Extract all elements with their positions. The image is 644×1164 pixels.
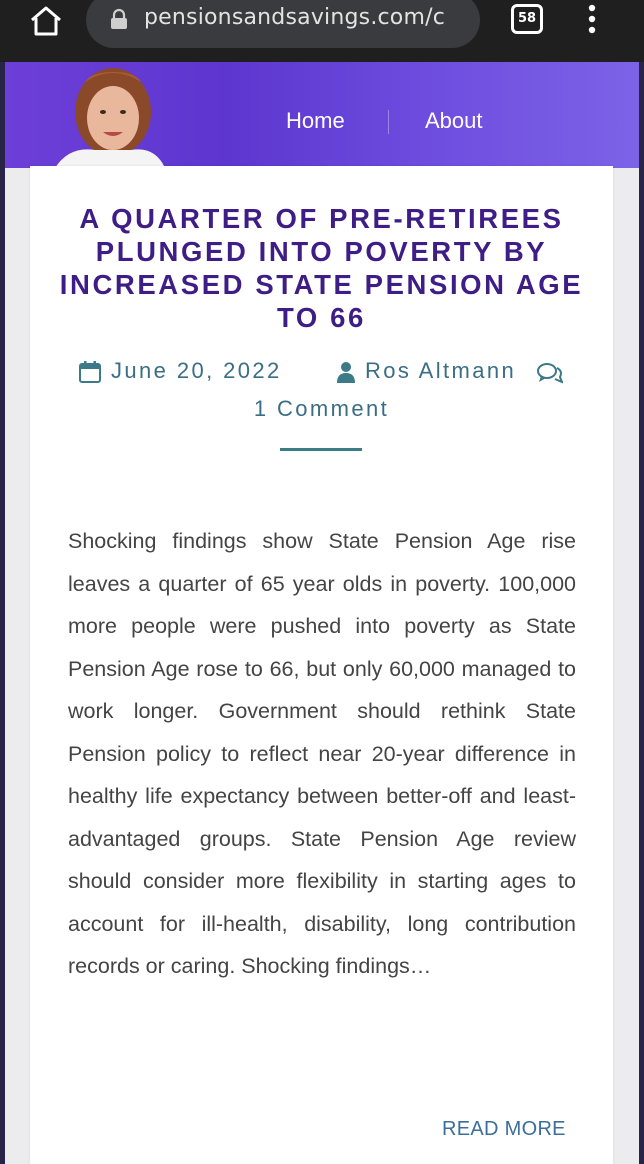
- post-comments-link[interactable]: 1 Comment: [253, 396, 390, 421]
- post-date[interactable]: June 20, 2022: [111, 358, 282, 383]
- post-author[interactable]: Ros Altmann: [365, 358, 517, 383]
- more-vert-icon[interactable]: [582, 3, 602, 35]
- comments-icon: [537, 362, 563, 384]
- nav-divider: [388, 110, 389, 134]
- lock-icon: [108, 8, 130, 30]
- post-excerpt: Shocking findings show State Pension Age rise leaves a quarter of 65 year olds in poverty. 100,000 more people were pushed into poverty as State Pension Age rose to 66, but only 60,000 managed to work longer. Government should rethink State Pension policy to reflect near 20-year difference in healthy life expectancy between better-off and least-advantaged groups. State Pension Age review should consider more flexibility in starting ages to account for ill-health, disability, long contribution records or caring. Shocking findings…: [68, 529, 576, 978]
- title-divider: [280, 448, 362, 451]
- calendar-icon: [78, 360, 102, 384]
- site-header: [5, 62, 639, 168]
- webpage: [5, 62, 639, 1164]
- nav-home-link[interactable]: Home: [286, 108, 345, 133]
- tab-switcher-button[interactable]: 58: [511, 4, 543, 34]
- user-icon: [337, 361, 355, 383]
- url-text[interactable]: pensionsandsavings.com/c: [144, 5, 446, 30]
- home-icon[interactable]: [28, 6, 64, 36]
- browser-toolbar: [0, 0, 644, 62]
- post-title[interactable]: A QUARTER OF PRE-RETIREES PLUNGED INTO POVERTY BY INCREASED STATE PENSION AGE TO 66: [59, 203, 584, 333]
- post-card: [30, 166, 613, 1164]
- nav-about-link[interactable]: About: [425, 108, 483, 133]
- author-photo-logo[interactable]: [55, 64, 165, 168]
- read-more-link[interactable]: READ MORE: [442, 1118, 566, 1140]
